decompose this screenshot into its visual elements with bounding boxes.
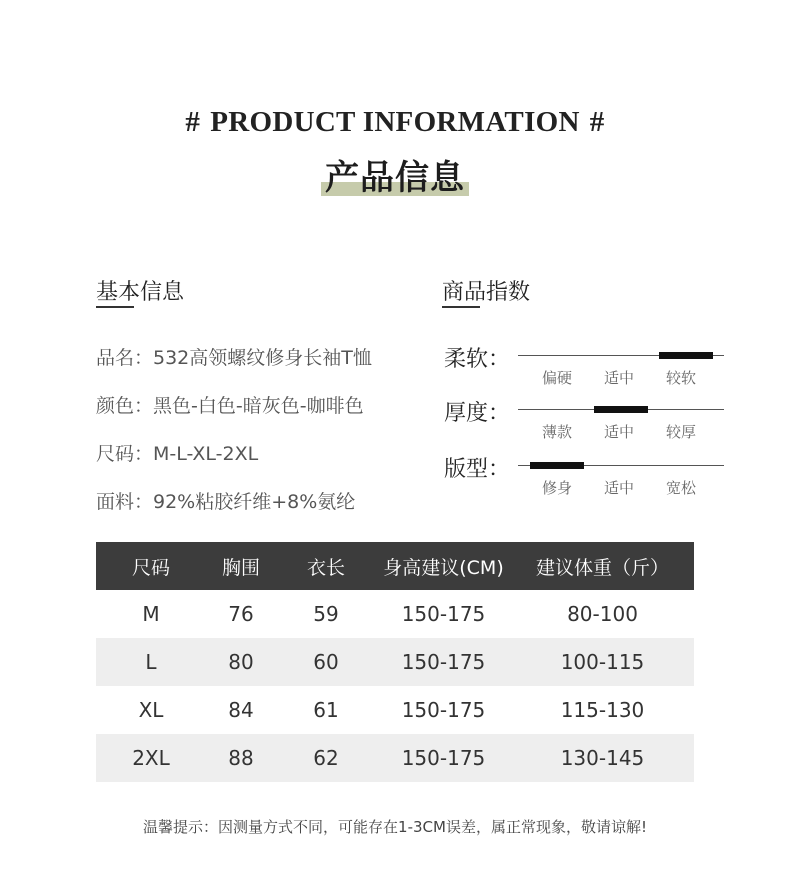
index-tick: 适中 — [603, 423, 634, 441]
table-cell: 60 — [276, 638, 376, 686]
hash-left: # — [185, 106, 201, 138]
size-table — [96, 542, 694, 782]
table-cell: XL — [138, 698, 164, 722]
header-weight: 建议体重（斤） — [511, 542, 694, 590]
table-cell: 61 — [313, 698, 339, 722]
index-tick: 较厚 — [665, 423, 696, 441]
header-chest: 胸围 — [206, 542, 276, 590]
table-cell: 62 — [276, 734, 376, 782]
table-cell: 130-145 — [511, 734, 694, 782]
index-tick: 较软 — [665, 369, 696, 387]
table-cell: 150-175 — [376, 734, 511, 782]
index-bar-fit — [530, 462, 584, 469]
basic-info-heading: 基本信息 — [96, 280, 185, 305]
basic-info-underline — [96, 306, 134, 308]
hash-right: # — [589, 106, 605, 138]
info-row-size: 尺码：M-L-XL-2XL — [96, 443, 259, 465]
info-row-fabric: 面料：92%粘胶纤维+8%氨纶 — [96, 491, 356, 513]
index-tick: 适中 — [603, 479, 634, 497]
index-tick: 偏硬 — [541, 369, 572, 387]
table-cell: L — [96, 638, 206, 686]
table-row — [96, 686, 694, 734]
table-cell: 150-175 — [376, 638, 511, 686]
page-title-en — [0, 106, 790, 139]
table-cell: 150-175 — [401, 602, 486, 626]
index-bar-thickness — [594, 406, 648, 413]
page-title-cn-wrap — [0, 150, 790, 199]
table-cell: 76 — [228, 602, 254, 626]
product-index-heading: 商品指数 — [442, 280, 531, 305]
header-size: 尺码 — [96, 542, 206, 590]
table-header-row — [96, 542, 694, 590]
measurement-tip: 温馨提示：因测量方式不同，可能存在1-3CM误差，属正常现象，敬请谅解! — [143, 818, 647, 836]
header-height: 身高建议(CM) — [376, 542, 511, 590]
product-index-underline — [442, 306, 480, 308]
table-cell: 115-130 — [560, 698, 645, 722]
index-label-thickness: 厚度： — [444, 401, 511, 426]
table-row — [96, 590, 694, 638]
table-cell: 100-115 — [511, 638, 694, 686]
index-label-fit: 版型： — [444, 457, 511, 482]
index-tick: 修身 — [541, 479, 572, 497]
info-row-color: 颜色：黑色-白色-暗灰色-咖啡色 — [96, 395, 364, 417]
page-title-cn — [323, 150, 467, 199]
index-label-softness: 柔软： — [444, 347, 511, 372]
info-row-name: 品名：532高领螺纹修身长袖T恤 — [96, 347, 372, 369]
cn-title-text: 产品信息 — [325, 158, 465, 198]
table-cell: 80 — [206, 638, 276, 686]
table-cell: 150-175 — [401, 698, 486, 722]
en-title-text: PRODUCT INFORMATION — [210, 106, 580, 138]
index-tick: 宽松 — [665, 479, 696, 497]
table-cell: 80-100 — [567, 602, 638, 626]
index-bar-softness — [659, 352, 713, 359]
table-cell: 88 — [206, 734, 276, 782]
table-cell: 2XL — [96, 734, 206, 782]
table-row — [96, 734, 694, 782]
header-length: 衣长 — [276, 542, 376, 590]
index-tick: 薄款 — [541, 423, 572, 441]
table-cell: 84 — [228, 698, 254, 722]
table-row — [96, 638, 694, 686]
table-cell: 59 — [313, 602, 339, 626]
index-tick: 适中 — [603, 369, 634, 387]
table-cell: M — [142, 602, 160, 626]
